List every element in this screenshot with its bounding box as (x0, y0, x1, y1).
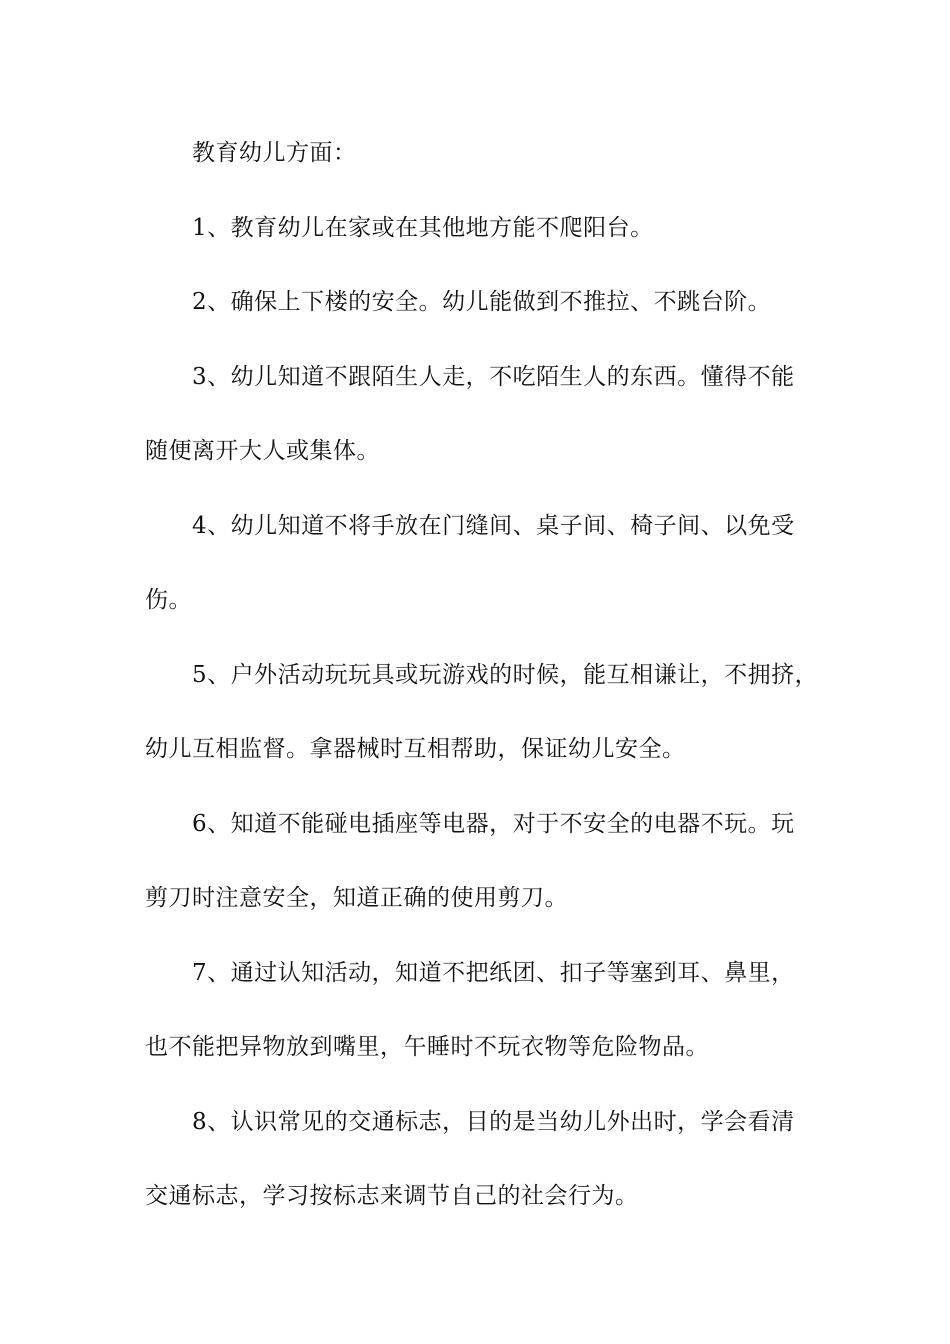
paragraph-line: 8、认识常见的交通标志，目的是当幼儿外出时，学会看清 (192, 1108, 795, 1135)
section-heading: 教育幼儿方面： (192, 140, 357, 166)
paragraph-line: 伤。 (145, 587, 192, 613)
paragraph-line: 幼儿互相监督。拿器械时互相帮助，保证幼儿安全。 (145, 736, 686, 762)
paragraph-line: 1、教育幼儿在家或在其他地方能不爬阳台。 (192, 214, 654, 241)
paragraph-line: 5、户外活动玩玩具或玩游戏的时候，能互相谦让，不拥挤， (192, 661, 819, 688)
paragraph-line: 也不能把异物放到嘴里，午睡时不玩衣物等危险物品。 (145, 1034, 709, 1060)
paragraph-line: 6、知道不能碰电插座等电器，对于不安全的电器不玩。玩 (192, 810, 795, 837)
paragraph-line: 3、幼儿知道不跟陌生人走，不吃陌生人的东西。懂得不能 (192, 363, 795, 390)
paragraph-line: 交通标志，学习按标志来调节自己的社会行为。 (145, 1183, 639, 1209)
paragraph-line: 剪刀时注意安全，知道正确的使用剪刀。 (145, 885, 568, 911)
paragraph-line: 2、确保上下楼的安全。幼儿能做到不推拉、不跳台阶。 (192, 289, 772, 315)
paragraph-line: 随便离开大人或集体。 (145, 438, 380, 464)
paragraph-line: 7、通过认知活动，知道不把纸团、扣子等塞到耳、鼻里， (192, 959, 795, 986)
document-body (145, 128, 819, 1246)
paragraph-line: 4、幼儿知道不将手放在门缝间、桌子间、椅子间、以免受 (192, 512, 795, 539)
